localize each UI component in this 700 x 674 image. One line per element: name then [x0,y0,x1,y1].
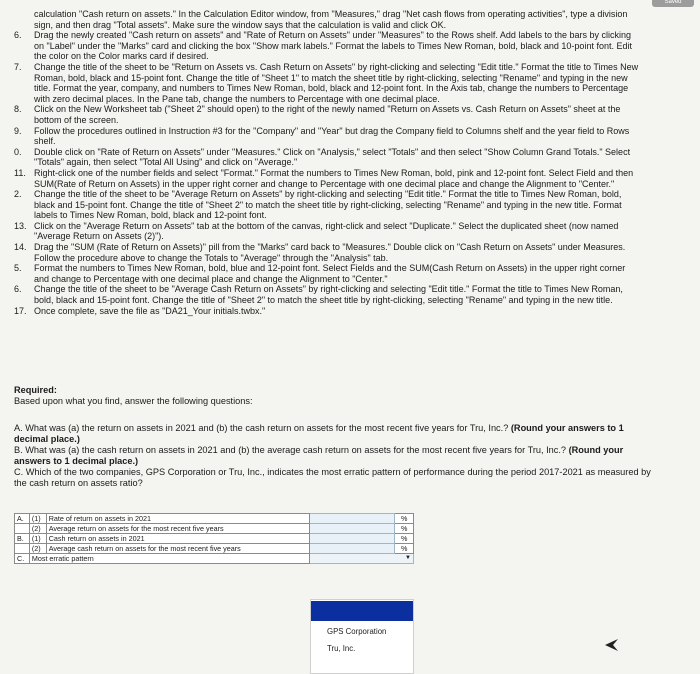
instruction-number: 6. [14,284,22,295]
question-b: B. What was (a) the cash return on assets in 2021 and (b) the average cash return on assets for the most recent five years for Tru, Inc.? (Round your answers to 1 decimal place.) [14,445,624,466]
dropdown-highlight-option[interactable] [311,601,413,621]
instruction-number: 14. [14,242,27,253]
answer-description: Average return on assets for the most recent five years [46,524,310,534]
instruction-number: 7. [14,61,22,72]
instruction-item [14,9,640,30]
answer-subpart: (1) [29,514,46,524]
required-section [14,385,654,407]
required-intro: Based upon what you find, answer the following questions: [14,396,253,406]
instruction-item [14,221,640,242]
required-heading: Required: [14,385,57,395]
questions-block [14,423,654,489]
instruction-text: Drag the "SUM (Rate of Return on Assets)" pill from the "Marks" card back to "Measures." Double click on "Cash Return on Assets" under Measures. Follow the procedure above to change the Totals to "Average" through the "Analysis" tab. [34,242,626,263]
instruction-item [14,104,640,125]
answer-table [14,513,414,564]
answer-description: Average cash return on assets for the most recent five years [46,544,310,554]
instruction-text: Double click on "Rate of Return on Assets" under "Measures." Click on "Analysis," select "Totals" and then select "Show Column Grand Totals." Select "Totals" again, then select "Total All Using" and click on "Average." [34,146,631,168]
answer-row [15,544,414,554]
answer-input[interactable] [310,514,395,524]
company-select[interactable] [310,554,414,564]
instruction-item [14,242,640,263]
instruction-item [14,306,640,317]
answer-description: Most erratic pattern [29,554,309,564]
percent-unit: % [395,544,414,554]
answer-part-label: C. [15,554,30,564]
percent-unit: % [395,534,414,544]
instructions-list [14,9,640,316]
answer-row [15,534,414,544]
answer-input[interactable] [310,524,395,534]
instruction-text: Click on the "Average Return on Assets" tab at the bottom of the canvas, right-click and select "Duplicate." Select the duplicated sheet (now named "Average Return on Assets (2)"). [34,220,619,242]
instruction-text: Right-click one of the number fields and select "Format." Format the numbers to Times New Roman, bold, pink and 12-point font. Select Field and then SUM(Rate of Return on Assets) in the upper right corner and change to Percentage with one decimal place and change the Alignment to "Center." [34,167,634,189]
answer-part-label [15,544,30,554]
answer-row-c [15,554,414,564]
option-gps-corporation[interactable]: GPS Corporation [327,627,387,636]
answer-row [15,514,414,524]
answer-part-label [15,524,30,534]
answer-row [15,524,414,534]
instruction-number: 2. [14,189,22,200]
option-tru-inc[interactable]: Tru, Inc. [327,644,356,653]
answer-part-label: B. [15,534,30,544]
instruction-text: Format the numbers to Times New Roman, bold, blue and 12-point font. Select Fields and the SUM(Cash Return on Assets) in the upper right corner and change to Percentage with one decimal place and change the Alignment to "Center." [34,263,626,284]
question-c: C. Which of the two companies, GPS Corporation or Tru, Inc., indicates the most erratic pattern of performance during the period 2017-2021 as measured by the cash return on assets ratio? [14,467,651,488]
instruction-item [14,189,640,221]
instruction-number: 11. [14,167,26,178]
percent-unit: % [395,514,414,524]
answer-input[interactable] [310,544,395,554]
mouse-pointer-icon [604,638,620,652]
instruction-item [14,284,640,305]
answer-subpart: (1) [29,534,46,544]
answer-description: Rate of return on assets in 2021 [46,514,310,524]
instruction-text: Follow the procedures outlined in Instruction #3 for the "Company" and "Year" but drag the Company field to Columns shelf and the year field to Rows shelf. [34,125,630,147]
saved-badge: Saved [652,0,694,7]
instruction-number: 9. [14,125,22,136]
percent-unit: % [395,524,414,534]
instruction-number: 0. [14,146,22,157]
instruction-text: calculation "Cash return on assets." In the Calculation Editor window, from "Measures," drag "Net cash flows from operating activities", type a division sign, and then drag "Total assets". Make sure the window says that the calculation is valid and click OK. [34,9,628,30]
answer-input[interactable] [310,534,395,544]
instruction-item [14,126,640,147]
instruction-item [14,30,640,62]
instruction-number: 6. [14,30,22,41]
instruction-text: Change the title of the sheet to be "Return on Assets vs. Cash Return on Assets" by right-clicking and selecting "Edit title." Format the title to Times New Roman, bold, black and 15-point font. Change the title of "Sheet 1" to match the sheet title by right-clicking, selecting "Rename" and typing in the new title. Format the year, company, and numbers to Times New Roman, bold, black and 12-point font. In the Axis tab, change the numbers to Percentage with zero decimal places. In the Pane tab, change the numbers to Percentage with one decimal place. [34,61,639,104]
answer-description: Cash return on assets in 2021 [46,534,310,544]
instruction-item [14,263,640,284]
chevron-down-icon[interactable]: ▼ [405,555,411,561]
instruction-number: 17. [14,305,27,316]
instruction-number [14,9,34,30]
instruction-text: Change the title of the sheet to be "Average Cash Return on Assets" by right-clicking and selecting "Edit title." Format the title to Times New Roman, bold, black and 15-point font. Change the title of "Sheet 2" to match the sheet title by right-clicking, selecting "Rename" and typing in the new title. [34,284,623,306]
answer-subpart: (2) [29,544,46,554]
instruction-text: Change the title of the sheet to be "Average Return on Assets" by right-clicking and selecting "Edit title." Format the title to Times New Roman, bold, black and 15-point font. Change the title of "Sheet 2" to match the sheet title by right-clicking, selecting "Rename" and typing in the new title. Format labels to Times New Roman, bold, black and 12-point font. [34,189,622,221]
instruction-number: 5. [14,263,22,274]
instruction-number: 8. [14,104,22,115]
answer-subpart: (2) [29,524,46,534]
instruction-text: Once complete, save the file as "DA21_Your initials.twbx." [34,305,266,316]
instruction-text: Click on the New Worksheet tab ("Sheet 2" should open) to the right of the newly named "Return on Assets vs. Cash Return on Assets" sheet at the bottom of the screen. [34,104,621,125]
company-dropdown-list[interactable] [310,599,414,674]
instruction-text: Drag the newly created "Cash return on assets" and "Rate of Return on Assets" under "Measures" to the Rows shelf. Add labels to the bars by clicking on "Label" under the "Marks" card and clicking the box "Show mark labels." Format the labels to Times New Roman, bold, black and 10-point font. Edit the color on the Color marks card if desired. [34,30,632,62]
question-a: A. What was (a) the return on assets in 2021 and (b) the cash return on assets for the most recent five years for Tru, Inc.? (Round your answers to 1 decimal place.) [14,423,624,444]
instruction-number: 13. [14,220,27,231]
answer-part-label: A. [15,514,30,524]
instruction-item [14,147,640,168]
instruction-item [14,168,640,189]
instruction-item [14,62,640,104]
